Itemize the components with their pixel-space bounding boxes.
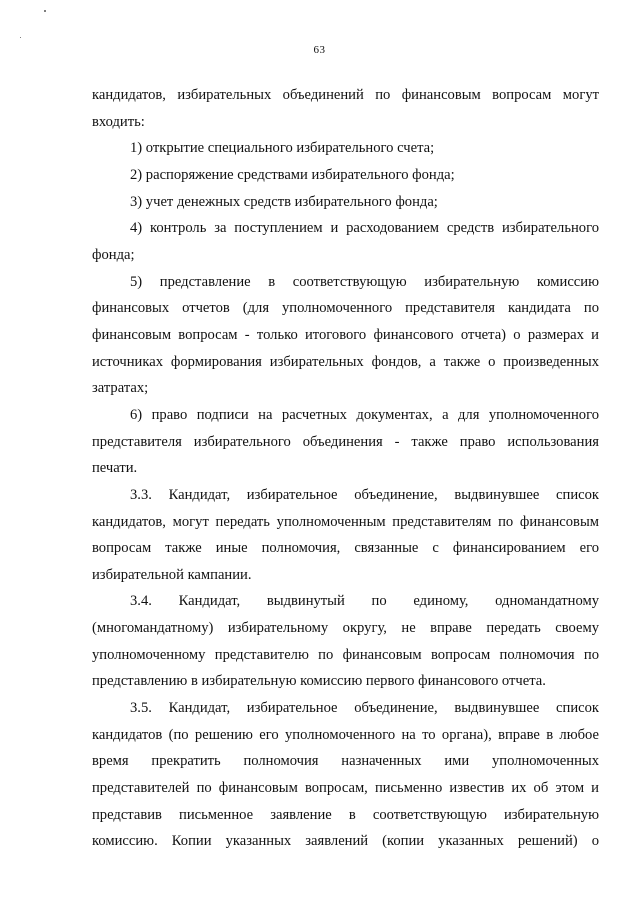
text-line: время прекратить полномочия назначенных ими уполномоченных [92,753,599,770]
text-line: кандидатов, могут передать уполномоченным представителям по финансовым [92,513,599,530]
text-line: уполномоченному представителю по финансовым вопросам полномочия по [92,646,599,663]
text-line: представлению в избирательную комиссию первого финансового отчета. [92,673,546,690]
text-line: вопросам также иные полномочия, связанные с финансированием его [92,540,599,557]
scan-speck [44,10,46,12]
text-line: представив письменное заявление в соответствующую избирательную [92,806,599,823]
text-line: входить: [92,113,145,130]
document-body [92,82,599,855]
text-line: источниках формирования избирательных фондов, а также о произведенных [92,353,599,370]
text-line: фонда; [92,246,135,263]
text-line: комиссию. Копии указанных заявлений (копии указанных решений) о [92,833,599,850]
text-line: финансовых отчетов (для уполномоченного представителя кандидата по [92,300,599,317]
text-line: финансовым вопросам - только итогового финансового отчета) о размерах и [92,326,599,343]
text-line: затратах; [92,380,149,397]
text-line: кандидатов (по решению его уполномоченного на то органа), вправе в любое [92,726,599,743]
text-line: 4) контроль за поступлением и расходованием средств избирательного [130,220,599,237]
text-line: печати. [92,460,138,477]
text-line: 6) право подписи на расчетных документах, а для уполномоченного [130,406,599,423]
text-line: 5) представление в соответствующую избирательную комиссию [130,273,599,290]
page-number: 63 [313,44,326,56]
text-line: 3.4. Кандидат, выдвинутый по единому, одномандатному [130,593,599,610]
text-line: 3.3. Кандидат, избирательное объединение, выдвинувшее список [130,486,599,503]
text-line: (многомандатному) избирательному округу, не вправе передать своему [92,620,599,637]
text-line: избирательной кампании. [92,566,252,583]
text-line: представителей по финансовым вопросам, письменно известив их об этом и [92,780,599,797]
text-line: 1) открытие специального избирательного счета; [130,140,435,157]
scan-speck [20,37,21,38]
text-line: 2) распоряжение средствами избирательного фонда; [130,166,455,183]
text-line: представителя избирательного объединения - также право использования [92,433,599,450]
text-line: 3.5. Кандидат, избирательное объединение, выдвинувшее список [130,700,599,717]
text-line: 3) учет денежных средств избирательного фонда; [130,193,438,210]
text-line: кандидатов, избирательных объединений по финансовым вопросам могут [92,87,599,103]
